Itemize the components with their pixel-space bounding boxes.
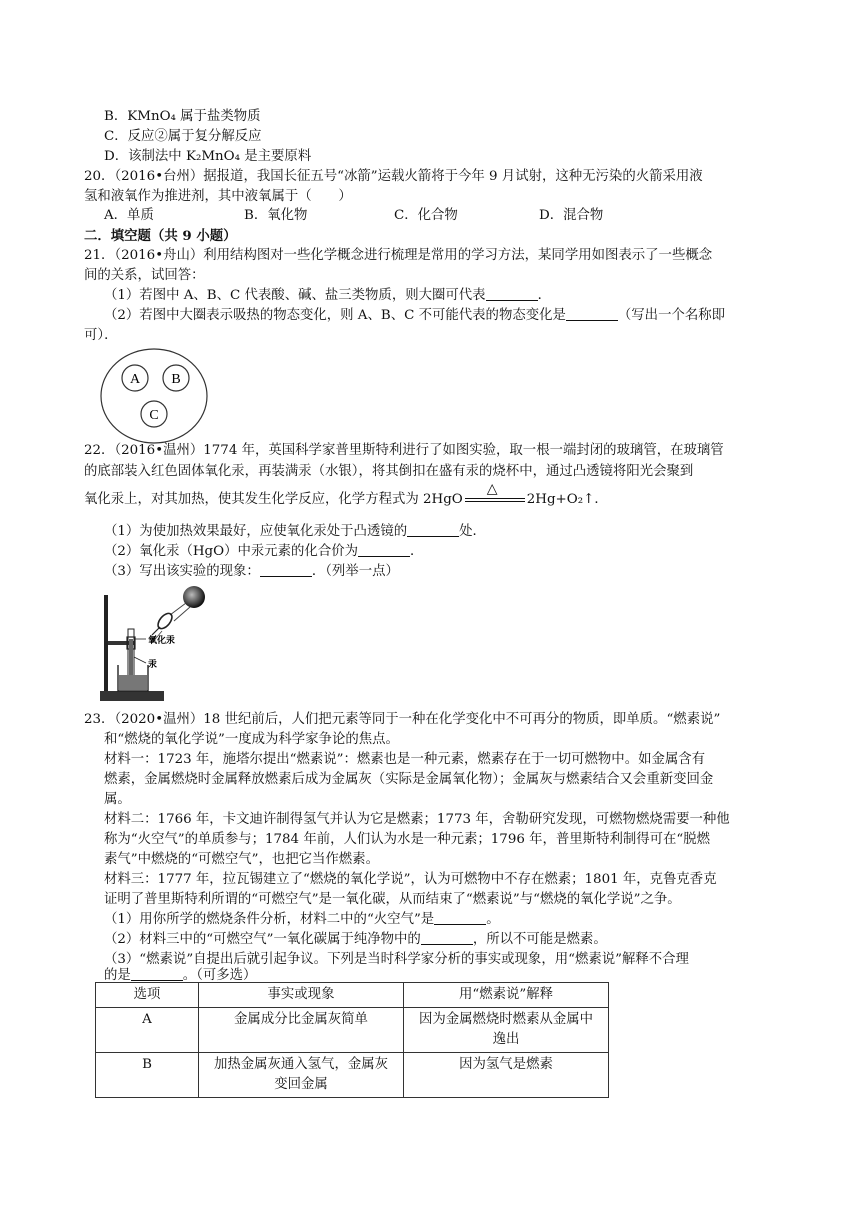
q23-material2-line2: 称为“火空气”的单质参与；1784 年前，人们认为水是一种元素；1796 年，普里斯特利制得可在“脱燃: [104, 832, 711, 847]
answer-blank[interactable]: [566, 306, 618, 321]
q23-stem-line2: 和“燃烧的氧化学说”一度成为科学家争论的焦点。: [104, 732, 399, 747]
equal-lines: [465, 498, 525, 502]
mercury-oxide-label: 氧化汞: [148, 635, 176, 645]
table-header-cell: 选项: [96, 983, 199, 1008]
q22-sub3: [104, 562, 399, 582]
q22-stem-line1: 22．（2016•温州）1774 年，英国科学家普里斯特利进行了如图实验，取一根一端封闭的玻璃管，在玻璃管: [84, 443, 724, 458]
q21-stem-line1: 21．（2016•舟山）利用结构图对一些化学概念进行梳理是常用的学习方法，某同学用如图表示了一些概念: [84, 248, 713, 263]
q22-sub2: [104, 542, 423, 562]
table-row: [96, 1053, 609, 1098]
q21-stem-line2: 间的关系，试回答：: [84, 268, 205, 283]
section-title: 二．填空题（共 9 小题）: [84, 228, 237, 244]
q23-sub3-line2-a: 的是: [104, 968, 131, 983]
q23-stem-line1: 23．（2020•温州）18 世纪前后，人们把元素等同于一种在化学变化中不可再分的物质，即单质。“燃素说”: [84, 712, 721, 727]
q23-sub3-line1: （3）“燃素说”自提出后就引起争议。下列是当时科学家分析的事实或现象，用“燃素说”解释不合理: [104, 952, 689, 967]
table-cell-fact: [199, 1053, 404, 1098]
q20-option-c: C．化合物: [394, 208, 458, 223]
q23-material1-line2: 燃素，金属燃烧时金属释放燃素后成为金属灰（实际是金属氧化物）；金属灰与燃素结合又会重新变回金: [104, 772, 714, 787]
q22-sub1-end: 处．: [459, 524, 486, 539]
explanation-line: 因为氢气是燃素: [459, 1057, 553, 1072]
equation-arrow: [463, 480, 527, 507]
table-header-cell: 用“燃素说”解释: [404, 983, 609, 1008]
answer-blank[interactable]: [421, 930, 473, 945]
q23-material1-line3: 属。: [104, 792, 131, 807]
fact-line: 变回金属: [274, 1077, 328, 1092]
fact-line: 金属成分比金属灰简单: [234, 1012, 368, 1027]
table-cell-fact: [199, 1008, 404, 1053]
q21-sub2-line2: 可）．: [84, 328, 118, 343]
q20-option-a: A．单质: [104, 208, 154, 223]
q19-option-b: B．KMnO₄ 属于盐类物质: [104, 109, 261, 124]
q23-material2-line1: 材料二：1766 年，卡文迪许制得氢气并认为它是燃素；1773 年，舍勒研究发现，可燃物燃烧需要一种他: [104, 812, 730, 827]
q23-sub1-end: 。: [486, 912, 500, 927]
answer-blank[interactable]: [407, 522, 459, 537]
q21-sub1: [104, 286, 551, 306]
table-header-row: [96, 983, 609, 1008]
stand-rod-icon: [104, 595, 108, 693]
q20-stem-line2: 氢和液氧作为推进剂，其中液氧属于（ ）: [84, 189, 352, 204]
q21-sub1-text: （1）若图中 A、B、C 代表酸、碱、盐三类物质，则大圈可代表: [104, 288, 486, 303]
answer-blank[interactable]: [358, 542, 410, 557]
fact-explanation-table: [95, 982, 609, 1098]
q23-material3-line1: 材料三：1777 年，拉瓦锡建立了“燃烧的氧化学说”，认为可燃物中不存在燃素；1801 年，克鲁克香克: [104, 872, 717, 887]
explanation-line: 因为金属燃烧时燃素从金属中: [418, 1012, 594, 1027]
explanation-line: 逸出: [492, 1032, 520, 1047]
table-cell-option: B: [96, 1053, 199, 1098]
q21-sub2-end: （写出一个名称即: [617, 308, 726, 323]
q23-sub2: [104, 930, 607, 950]
circle-a-label: A: [129, 372, 141, 387]
q23-sub2-text: （2）材料三中的“可燃空气”一氧化碳属于纯净物中的: [104, 932, 421, 947]
q19-option-d: D．该制法中 K₂MnO₄ 是主要原料: [104, 149, 312, 164]
table-cell-explanation: [404, 1053, 609, 1098]
q22-sub3-end: ．（列举一点）: [311, 564, 399, 579]
q23-sub2-end: ，所以不可能是燃素。: [472, 932, 607, 947]
experiment-figure: [98, 583, 218, 705]
q22-stem-line2: 的底部装入红色固体氧化汞，再装满汞（水银），将其倒扣在盛有汞的烧杯中，通过凸透镜将阳光会聚到: [84, 464, 694, 479]
q20-option-b: B．氧化物: [244, 208, 308, 223]
big-circle: [101, 349, 207, 443]
sun-icon: [183, 586, 205, 608]
q23-material1-line1: 材料一：1723 年，施塔尔提出“燃素说”：燃素也是一种元素，燃素存在于一切可燃物中。如金属含有: [104, 752, 706, 767]
fact-line: 加热金属灰通入氢气，金属灰: [213, 1057, 389, 1072]
q23-material3-line2: 证明了普里斯特利所谓的“可燃空气”是一氧化碳，从而结束了“燃素说”与“燃烧的氧化学说”之争。: [104, 892, 681, 907]
q21-sub2: [104, 306, 725, 326]
q22-sub1: [104, 522, 486, 542]
q19-option-c: C．反应②属于复分解反应: [104, 129, 262, 144]
q22-equation-right: 2Hg+O₂↑．: [526, 492, 608, 507]
mercury-label: 汞: [148, 659, 158, 669]
q22-sub2-text: （2）氧化汞（HgO）中汞元素的化合价为: [104, 544, 358, 559]
q22-sub2-end: ．: [410, 544, 424, 559]
table-header-cell: 事实或现象: [199, 983, 404, 1008]
q22-sub1-text: （1）为使加热效果最好，应使氧化汞处于凸透镜的: [104, 524, 408, 539]
q23-sub1-text: （1）用你所学的燃烧条件分析，材料二中的“火空气”是: [104, 912, 435, 927]
answer-blank[interactable]: [131, 966, 183, 981]
q20-option-d: D．混合物: [539, 208, 604, 223]
q20-stem-line1: 20．（2016•台州）据报道，我国长征五号“冰箭”运载火箭将于今年 9 月试射，这种无污染的火箭采用液: [84, 169, 703, 184]
stand-base-icon: [100, 691, 164, 701]
q21-sub2-text: （2）若图中大圈表示吸热的物态变化，则 A、B、C 不可能代表的物态变化是: [104, 308, 566, 323]
table-cell-explanation: [404, 1008, 609, 1053]
q23-sub1: [104, 910, 500, 930]
circle-c-label: C: [149, 408, 159, 423]
q21-sub1-end: ．: [537, 288, 551, 303]
table-row: [96, 1008, 609, 1053]
answer-blank[interactable]: [486, 286, 538, 301]
heat-symbol: △: [486, 480, 498, 497]
answer-blank[interactable]: [260, 562, 312, 577]
q23-sub3-line2-b: 。（可多选）: [182, 968, 257, 983]
concept-circle-diagram: [98, 346, 210, 446]
q22-stem-line3: [84, 480, 608, 510]
answer-blank[interactable]: [434, 910, 486, 925]
circle-b-label: B: [171, 372, 181, 387]
table-cell-option: A: [96, 1008, 199, 1053]
q23-material2-line3: 素气”中燃烧的“可燃空气”，也把它当作燃素。: [104, 852, 379, 867]
q22-stem-line3-text: 氧化汞上，对其加热，使其发生化学反应，化学方程式为 2HgO: [84, 492, 463, 507]
q22-sub3-text: （3）写出该实验的现象：: [104, 564, 260, 579]
